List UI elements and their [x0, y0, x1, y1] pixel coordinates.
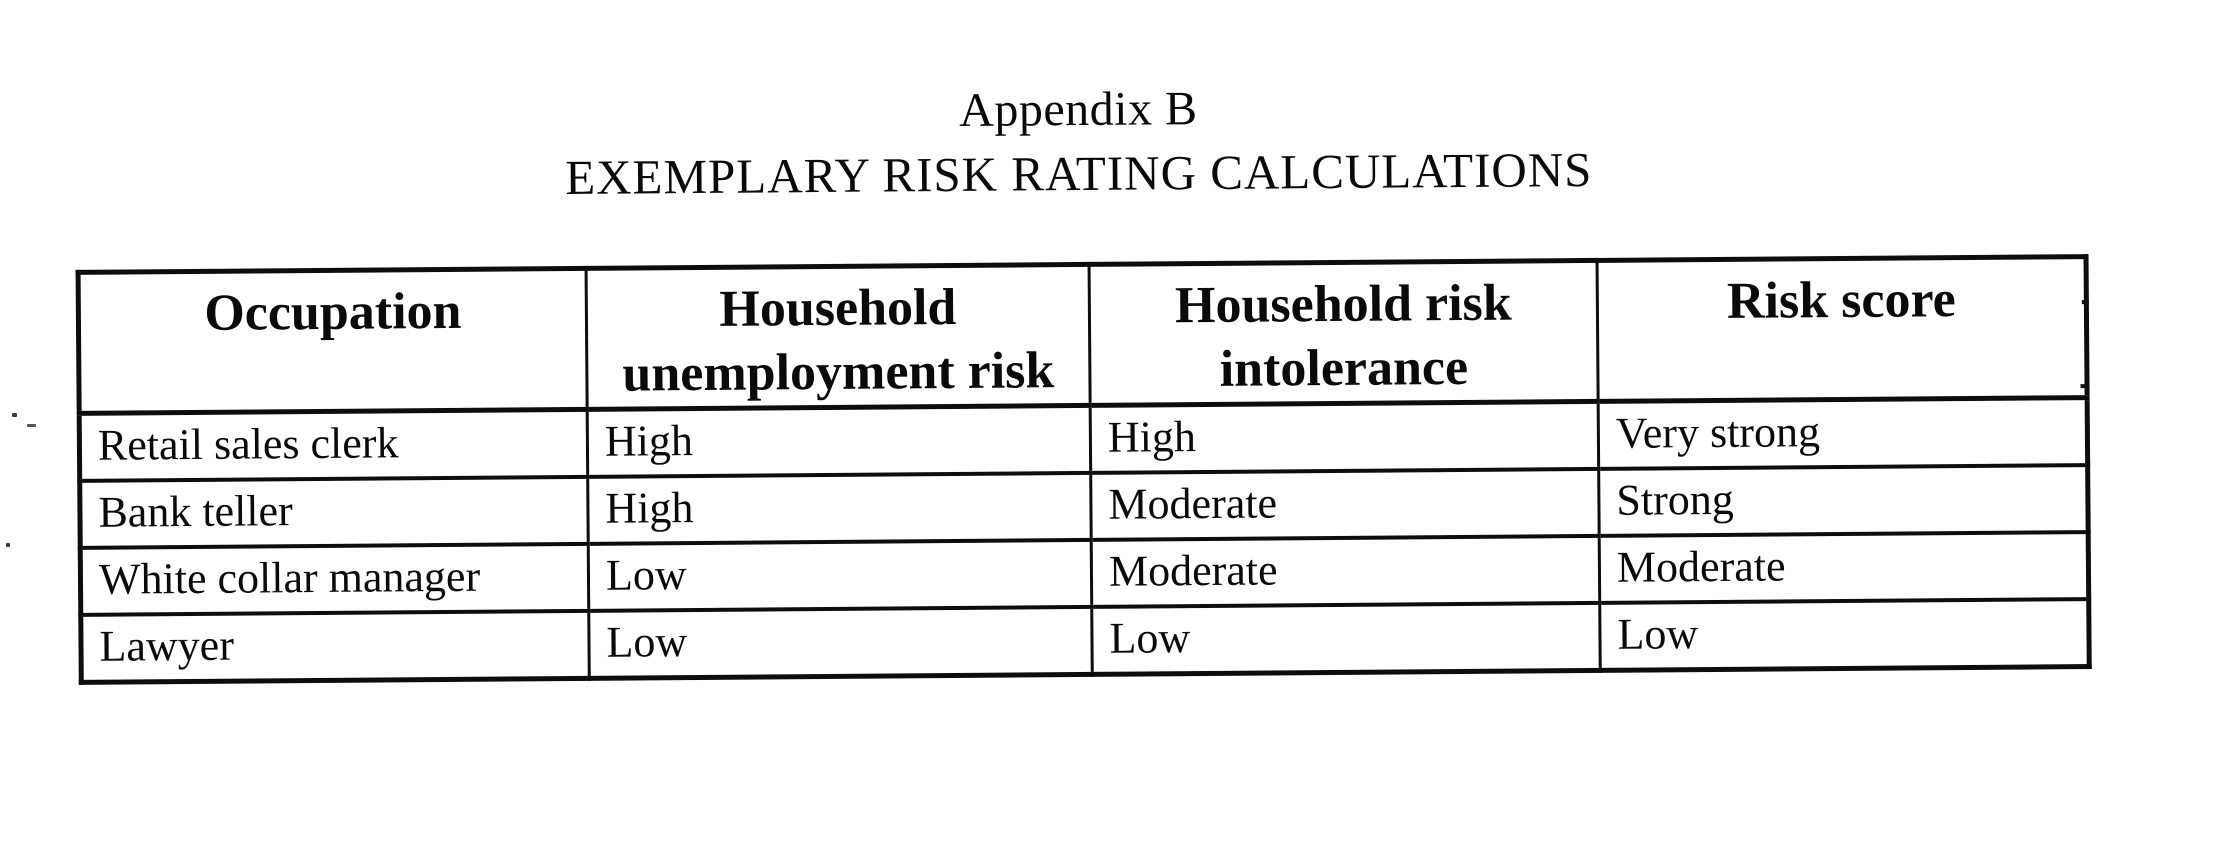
scan-noise-tick: [2081, 384, 2089, 388]
header-risk-score: [1597, 257, 2087, 402]
cell-household-unemployment-risk: Low: [589, 607, 1093, 678]
cell-risk-score: Very strong: [1598, 398, 2088, 469]
header-unemployment-line1: Household: [719, 278, 957, 338]
header-household-risk-intolerance: [1089, 260, 1598, 405]
cell-occupation: Retail sales clerk: [79, 409, 588, 480]
scan-noise-tick: [2082, 300, 2089, 304]
cell-household-unemployment-risk: Low: [588, 540, 1092, 611]
cell-occupation: White collar manager: [80, 544, 589, 615]
cell-occupation: Bank teller: [80, 477, 589, 548]
cell-household-risk-intolerance: Moderate: [1091, 536, 1600, 607]
header-intolerance-line1: Household risk: [1174, 274, 1512, 335]
scan-noise-speck: [27, 424, 36, 427]
risk-rating-table: [76, 254, 2092, 685]
header-occupation: [78, 268, 587, 413]
appendix-subtitle: EXEMPLARY RISK RATING CALCULATIONS: [565, 141, 1593, 206]
header-risk-score-line1: Risk score: [1726, 271, 1956, 330]
scan-noise-speck: [12, 413, 17, 417]
header-row: [78, 257, 2087, 414]
header-intolerance-line2: intolerance: [1219, 338, 1469, 398]
appendix-title: Appendix B: [958, 82, 1198, 137]
cell-risk-score: Strong: [1599, 465, 2089, 536]
header-household-unemployment-risk: [586, 264, 1090, 409]
header-occupation-line1: Occupation: [204, 282, 462, 342]
scan-noise-speck: [6, 543, 10, 547]
cell-household-unemployment-risk: High: [588, 473, 1092, 544]
table-row-lawyer: [81, 599, 2089, 682]
cell-household-risk-intolerance: High: [1090, 401, 1599, 472]
cell-household-risk-intolerance: Low: [1092, 603, 1601, 674]
header-unemployment-line2: unemployment risk: [622, 342, 1055, 403]
cell-risk-score: Low: [1600, 599, 2090, 670]
cell-risk-score: Moderate: [1599, 532, 2089, 603]
cell-occupation: Lawyer: [81, 611, 590, 682]
cell-household-risk-intolerance: Moderate: [1091, 469, 1600, 540]
cell-household-unemployment-risk: High: [587, 405, 1091, 476]
appendix-heading: [74, 70, 2083, 214]
